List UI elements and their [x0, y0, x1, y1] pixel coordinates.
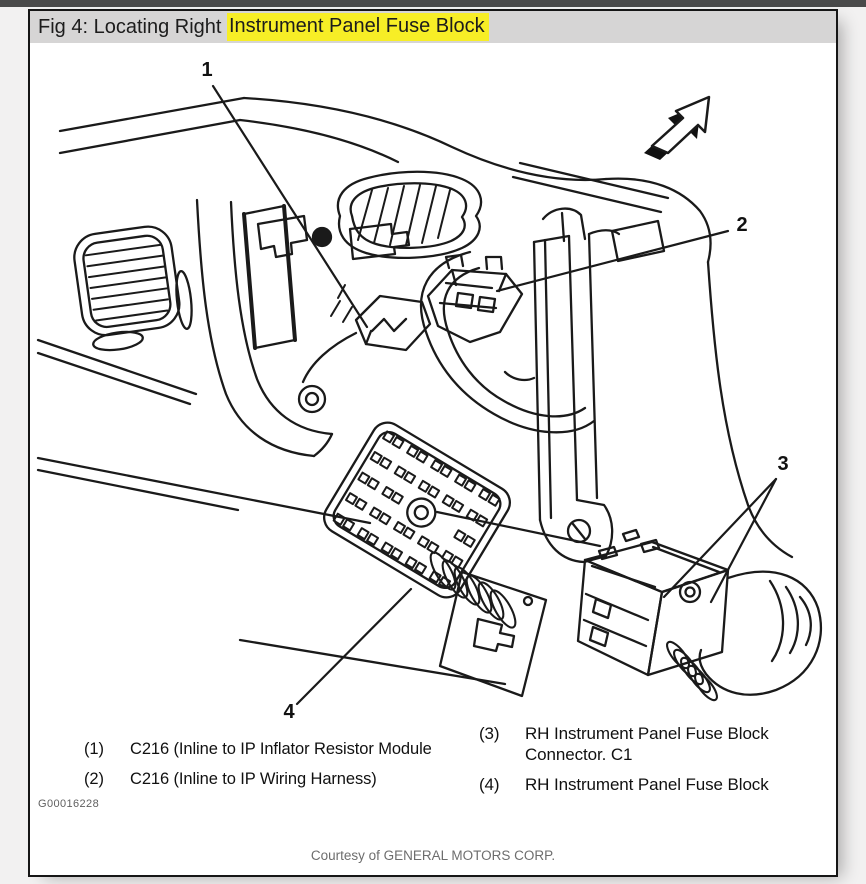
figure-id: G00016228 — [38, 798, 100, 810]
legend-item-4-num: (4) — [479, 775, 500, 794]
legend-item-1-text: C216 (Inline to IP Inflator Resistor Module — [130, 740, 432, 758]
legend-right-column — [479, 723, 795, 795]
callout-4: 4 — [283, 701, 295, 723]
courtesy-line: Courtesy of GENERAL MOTORS CORP. — [310, 848, 556, 863]
legend-item-2-text: C216 (Inline to IP Wiring Harness) — [130, 770, 377, 788]
legend-item-3-num: (3) — [479, 724, 500, 743]
legend-left-column — [84, 739, 476, 790]
figure-title-bar — [30, 11, 836, 43]
legend-item-1-num: (1) — [84, 740, 104, 758]
legend-item-2-num: (2) — [84, 770, 104, 788]
legend-item-4-text: RH Instrument Panel Fuse Block — [525, 775, 769, 794]
callout-2: 2 — [736, 214, 748, 236]
figure-title-prefix: Fig 4: Locating Right — [38, 15, 227, 38]
window-top-strip — [0, 0, 866, 7]
callout-1: 1 — [201, 59, 213, 81]
callout-3: 3 — [777, 453, 789, 475]
figure-title-highlight: Instrument Panel Fuse Block — [227, 13, 489, 41]
legend-item-3-text: RH Instrument Panel Fuse Block Connector. C1 — [525, 724, 769, 764]
